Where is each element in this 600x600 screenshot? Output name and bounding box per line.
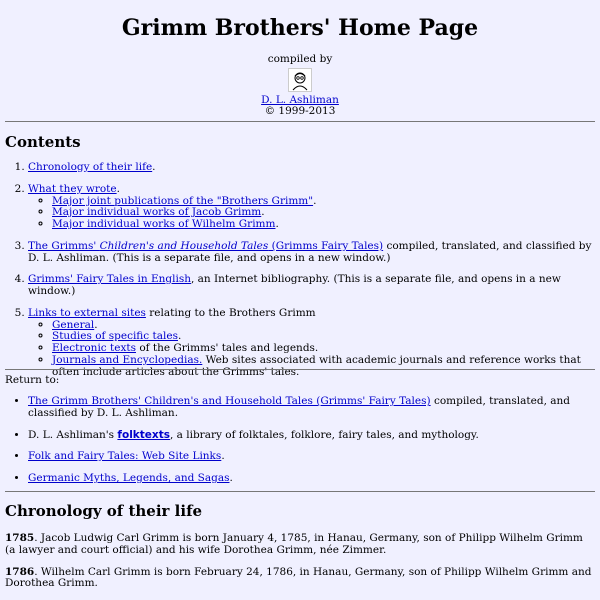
return-item: • D. L. Ashliman's folktexts, a library of folktales, folklore, fairy tales, and mythology.	[28, 430, 594, 442]
studies-link[interactable]: Studies of specific tales	[52, 330, 178, 343]
divider	[5, 121, 595, 122]
contents-item: 4. Grimms' Fairy Tales in English, an Internet bibliography. (This is a separate file, and opens in a new window.)	[28, 274, 594, 298]
author-portrait-icon	[288, 68, 312, 92]
contents-list	[5, 162, 594, 388]
chronology-entry: 1786. Wilhelm Carl Grimm is born February 24, 1786, in Hanau, Germany, son of Philipp Wilhelm Grimm and Dorothea Grimm.	[5, 565, 592, 590]
sub-list: ◦ Major joint publications of the "Brothers Grimm". ◦ Major individual works of Jacob Grimm. ◦ Major individual works of Wilhelm Grimm.	[52, 196, 594, 231]
jacob-works-link[interactable]: Major individual works of Jacob Grimm	[52, 206, 262, 219]
sub-list: ◦ General. ◦ Studies of specific tales. ◦ Electronic texts of the Grimms' tales and legends. ◦ Journals and Encyclopedias. Web sites associated with academic journals and reference works that often include articles about the Grimms' tales.	[52, 320, 594, 379]
contents-item: 2. What they wrote. ◦ Major joint publications of the "Brothers Grimm". ◦ Major individual works of Jacob Grimm. ◦ Major individual works of Wilhelm Grimm.	[28, 184, 594, 231]
fairy-tales-english-link[interactable]: Grimms' Fairy Tales in English	[28, 273, 191, 286]
chronology-entry: 1785. Jacob Ludwig Carl Grimm is born January 4, 1785, in Hanau, Germany, son of Philipp Wilhelm Grimm (a lawyer and court official) and his wife Dorothea Grimm, née Zimmer.	[5, 532, 583, 556]
divider	[5, 491, 595, 492]
contents-item: 1. Chronology of their life.	[28, 162, 594, 174]
copyright: © 1999-2013	[264, 105, 336, 118]
contents-heading: Contents	[5, 133, 81, 151]
return-item: • The Grimm Brothers' Children's and Household Tales (Grimms' Fairy Tales) compiled, translated, and classified by D. L. Ashliman.	[28, 396, 594, 420]
return-list	[5, 396, 594, 495]
what-they-wrote-link[interactable]: What they wrote	[28, 182, 117, 195]
general-link[interactable]: General	[52, 318, 95, 331]
germanic-myths-link[interactable]: Germanic Myths, Legends, and Sagas	[28, 472, 230, 484]
household-tales-return-link[interactable]: The Grimm Brothers' Children's and Household Tales (Grimms' Fairy Tales)	[28, 395, 431, 407]
wilhelm-works-link[interactable]: Major individual works of Wilhelm Grimm	[52, 218, 276, 230]
chronology-entries	[5, 533, 594, 600]
external-sites-link[interactable]: Links to external sites	[28, 306, 146, 319]
page-title: Grimm Brothers' Home Page	[121, 15, 479, 41]
compiled-by-label: compiled by	[267, 53, 333, 65]
folktexts-link[interactable]: folktexts	[117, 428, 170, 441]
contents-item: 5. Links to external sites relating to the Brothers Grimm ◦ General. ◦ Studies of specific tales. ◦ Electronic texts of the Grimms' tales and legends. ◦ Journals and Encyclopedias. Web sites associated with academic journals and reference works that often include articles about the Grimms' tales.	[28, 308, 594, 379]
contents-item: 3. The Grimms' Children's and Household Tales (Grimms Fairy Tales) compiled, translated, and classified by D. L. Ashliman. (This is a separate file, and opens in a new window.)	[28, 241, 594, 265]
household-tales-link[interactable]: The Grimms' Children's and Household Tales (Grimms Fairy Tales)	[28, 239, 384, 252]
author-link[interactable]: D. L. Ashliman	[261, 93, 339, 106]
journals-link[interactable]: Journals and Encyclopedias.	[52, 353, 203, 366]
compiled-block	[0, 54, 600, 118]
folk-fairy-links-link[interactable]: Folk and Fairy Tales: Web Site Links	[28, 450, 222, 463]
return-to-label: Return to:	[5, 374, 60, 386]
return-item: • Folk and Fairy Tales: Web Site Links.	[28, 451, 594, 463]
electronic-texts-link[interactable]: Electronic texts	[52, 342, 136, 354]
chronology-heading: Chronology of their life	[5, 502, 203, 520]
divider	[5, 369, 595, 370]
chronology-link[interactable]: Chronology of their life	[28, 161, 153, 173]
return-item: • Germanic Myths, Legends, and Sagas.	[28, 473, 594, 485]
joint-publications-link[interactable]: Major joint publications of the "Brothers Grimm"	[52, 194, 314, 207]
